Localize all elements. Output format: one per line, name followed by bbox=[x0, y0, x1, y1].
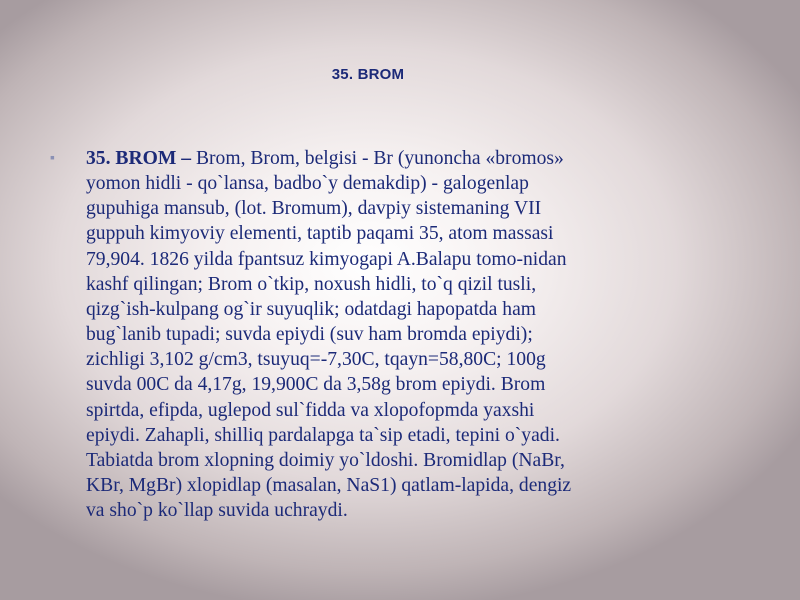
paragraph-line: Tabiatda brom xlopning doimiy yo`ldoshi. Bromidlap (NaBr, bbox=[86, 449, 565, 471]
paragraph-line: suvda 00C da 4,17g, 19,900C da 3,58g brom epiydi. Brom bbox=[86, 374, 546, 396]
paragraph-line: kashf qilingan; Brom o`tkip, noxush hidli, to`q qizil tusli, bbox=[86, 273, 537, 295]
slide-content bbox=[50, 146, 750, 523]
paragraph-line: spirtda, efipda, uglepod sul`fidda va xlopofopmda yaxshi bbox=[86, 399, 535, 421]
paragraph-line: 79,904. 1826 yilda fpantsuz kimyogapi A.Balapu tomo-nidan bbox=[86, 248, 567, 270]
slide-title: 35. BROM bbox=[331, 66, 405, 83]
paragraph-line: gupuhiga mansub, (lot. Bromum), davpiy sistemaning VII bbox=[86, 198, 542, 220]
paragraph-line: Brom, Brom, belgisi - Br (yunoncha «bromos» bbox=[195, 148, 564, 169]
paragraph-line: yomon hidli - qo`lansa, badbo`y demakdip) - galogenlap bbox=[86, 173, 529, 195]
paragraph bbox=[86, 146, 686, 523]
square-bullet-icon: ▪ bbox=[50, 151, 55, 166]
paragraph-lead: 35. BROM – bbox=[86, 148, 196, 169]
paragraph-line: KBr, MgBr) xlopidlap (masalan, NaS1) qatlam-lapida, dengiz bbox=[86, 475, 572, 497]
paragraph-line: zichligi 3,102 g/cm3, tsuyuq=-7,30C, tqayn=58,80C; 100g bbox=[86, 349, 546, 371]
paragraph-line: guppuh kimyoviy elementi, taptib paqami 35, atom massasi bbox=[86, 223, 554, 245]
paragraph-line: bug`lanib tupadi; suvda epiydi (suv ham bromda epiydi); bbox=[86, 324, 533, 346]
paragraph-line: va sho`p ko`llap suvida uchraydi. bbox=[86, 500, 348, 522]
paragraph-line: qizg`ish-kulpang og`ir suyuqlik; odatdagi hapopatda ham bbox=[86, 298, 537, 320]
bullet-item bbox=[50, 146, 750, 523]
paragraph-line: epiydi. Zahapli, shilliq pardalapga ta`sip etadi, tepini o`yadi. bbox=[86, 424, 560, 446]
